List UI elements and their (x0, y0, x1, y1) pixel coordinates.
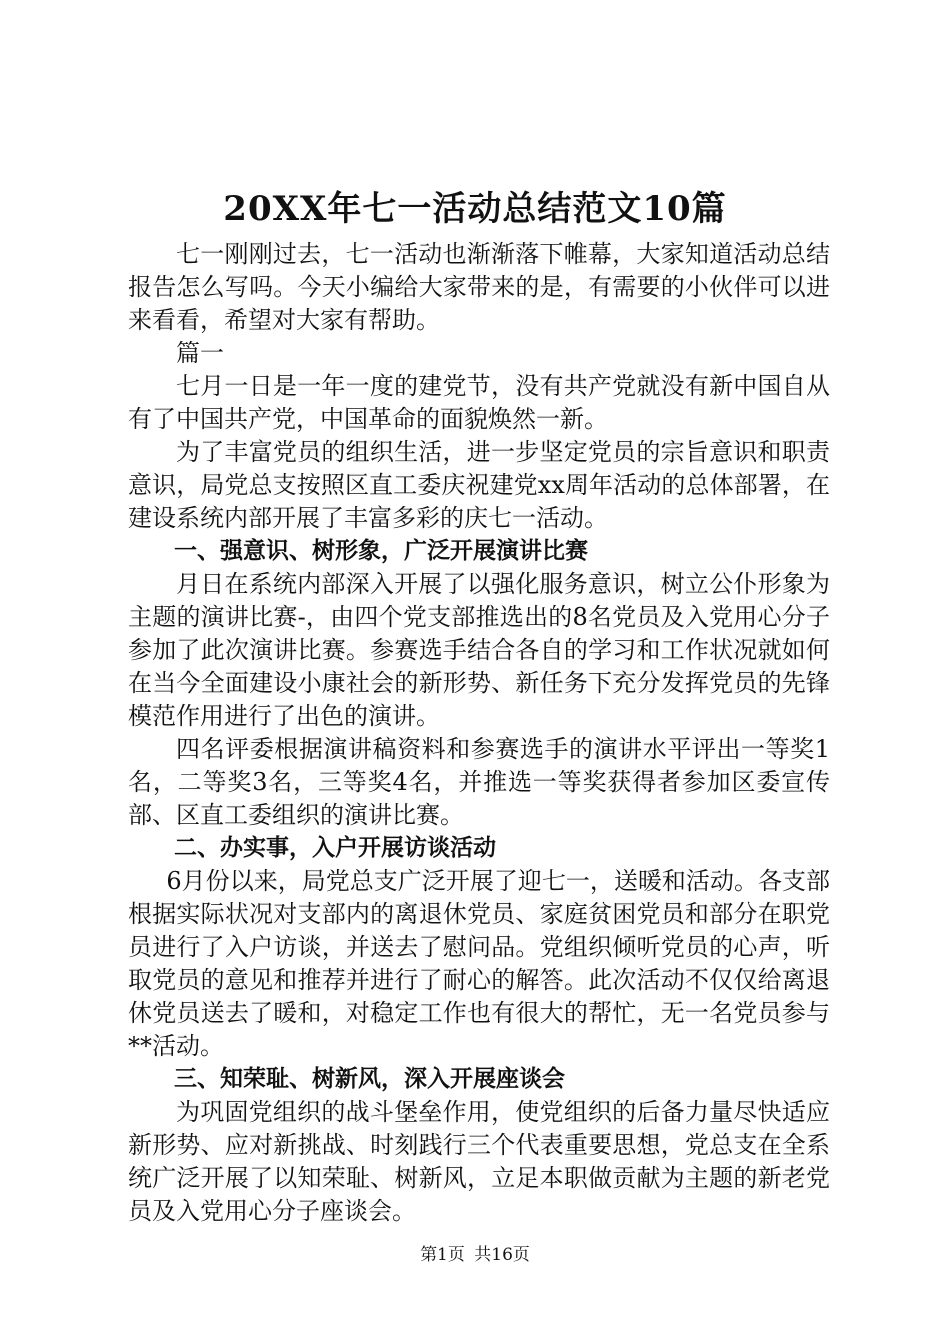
page-number-current: 第1页 (420, 1245, 465, 1265)
body-paragraph: 为巩固党组织的战斗堡垒作用，使党组织的后备力量尽快适应新形势、应对新挑战、时刻践行三个代表重要思想，党总支在全系统广泛开展了以知荣耻、树新风，立足本职做贡献为主题的新老党员及入党用心分子座谈会。 (128, 1098, 830, 1225)
document-title: 20XX年七一活动总结范文10篇 (223, 189, 727, 229)
document-body (128, 238, 830, 1228)
body-paragraph: 四名评委根据演讲稿资料和参赛选手的演讲水平评出一等奖1名，二等奖3名，三等奖4名，并推选一等奖获得者参加区委宣传部、区直工委组织的演讲比赛。 (128, 735, 830, 829)
body-paragraph: 七月一日是一年一度的建党节，没有共产党就没有新中国自从有了中国共产党，中国革命的面貌焕然一新。 (128, 372, 830, 433)
body-paragraph: 月日在系统内部深入开展了以强化服务意识，树立公仆形象为主题的演讲比赛-，由四个党支部推选出的8名党员及入党用心分子参加了此次演讲比赛。参赛选手结合各自的学习和工作状况就如何在当今全面建设小康社会的新形势、新任务下充分发挥党员的先锋模范作用进行了出色的演讲。 (128, 570, 830, 730)
section-heading-one: 一、强意识、树形象，广泛开展演讲比赛 (174, 538, 588, 564)
section-heading-two: 二、办实事，入户开展访谈活动 (174, 835, 496, 861)
body-paragraph: 6月份以来，局党总支广泛开展了迎七一，送暖和活动。各支部根据实际状况对支部内的离退休党员、家庭贫困党员和部分在职党员进行了入户访谈，并送去了慰问品。党组织倾听党员的心声，听取党员的意见和推荐并进行了耐心的解答。此次活动不仅仅给离退休党员送去了暖和，对稳定工作也有很大的帮忙，无一名党员参与**活动。 (128, 867, 830, 1060)
page-number-total: 共16页 (474, 1245, 530, 1265)
section-heading-three: 三、知荣耻、树新风，深入开展座谈会 (174, 1066, 565, 1092)
intro-paragraph: 七一刚刚过去，七一活动也渐渐落下帷幕，大家知道活动总结报告怎么写吗。今天小编给大家带来的是，有需要的小伙伴可以进来看看，希望对大家有帮助。 (128, 240, 830, 334)
body-paragraph: 为了丰富党员的组织生活，进一步坚定党员的宗旨意识和职责意识，局党总支按照区直工委庆祝建党xx周年活动的总体部署，在建设系统内部开展了丰富多彩的庆七一活动。 (128, 438, 830, 532)
page-footer (0, 1243, 950, 1267)
section-label-part-one: 篇一 (176, 339, 224, 367)
